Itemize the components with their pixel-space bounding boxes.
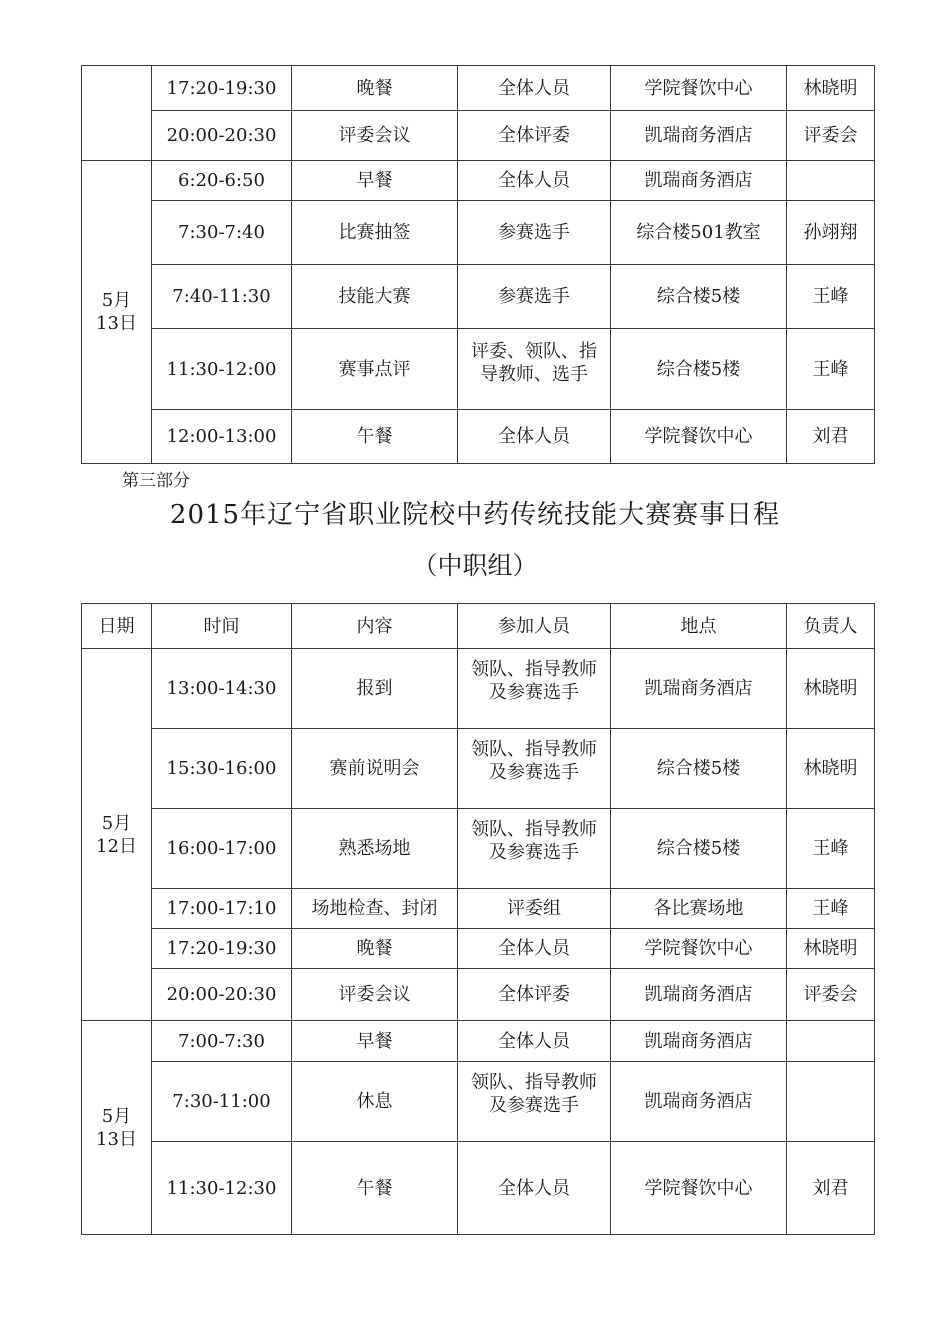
time-cell: 20:00-20:30 [152, 969, 292, 1021]
people-cell [458, 329, 611, 410]
date-day: 12日 [96, 835, 137, 857]
owner-cell: 孙翊翔 [787, 201, 875, 265]
people-cell: 评委组 [458, 889, 611, 929]
people-cell: 全体人员 [458, 929, 611, 969]
owner-cell: 评委会 [787, 111, 875, 161]
page-subtitle: （中职组） [412, 551, 538, 580]
place-cell: 凯瑞商务酒店 [611, 969, 787, 1021]
time-cell: 12:00-13:00 [152, 410, 292, 464]
header-owner: 负责人 [787, 604, 875, 649]
schedule-table-continued [81, 65, 875, 464]
place-cell: 凯瑞商务酒店 [611, 1021, 787, 1062]
content-cell: 场地检查、封闭 [292, 889, 458, 929]
date-day: 13日 [96, 1128, 137, 1150]
part-label: 第三部分 [122, 471, 190, 491]
table-row [82, 410, 875, 464]
date-cell [82, 1021, 152, 1235]
content-cell: 报到 [292, 649, 458, 729]
people-cell [458, 1062, 611, 1142]
place-cell: 学院餐饮中心 [611, 1142, 787, 1235]
people-cell: 全体人员 [458, 410, 611, 464]
owner-cell: 王峰 [787, 809, 875, 889]
people-cell: 全体人员 [458, 161, 611, 201]
time-cell: 15:30-16:00 [152, 729, 292, 809]
time-cell: 20:00-20:30 [152, 111, 292, 161]
people-cell: 全体人员 [458, 1021, 611, 1062]
content-cell: 评委会议 [292, 969, 458, 1021]
table-row [82, 889, 875, 929]
table-row [82, 809, 875, 889]
table-header-row [82, 604, 875, 649]
table-row [82, 649, 875, 729]
people-cell: 参赛选手 [458, 201, 611, 265]
table-row [82, 929, 875, 969]
place-cell: 综合楼5楼 [611, 809, 787, 889]
owner-cell: 刘君 [787, 1142, 875, 1235]
place-cell: 学院餐饮中心 [611, 66, 787, 111]
schedule-table [81, 603, 875, 1235]
content-cell: 比赛抽签 [292, 201, 458, 265]
owner-cell [787, 1062, 875, 1142]
content-cell: 赛事点评 [292, 329, 458, 410]
people-cell [458, 729, 611, 809]
time-cell: 17:00-17:10 [152, 889, 292, 929]
place-cell: 凯瑞商务酒店 [611, 1062, 787, 1142]
table-row [82, 969, 875, 1021]
place-cell: 凯瑞商务酒店 [611, 111, 787, 161]
header-date: 日期 [82, 604, 152, 649]
people-cell [458, 649, 611, 729]
page-title: 2015年辽宁省职业院校中药传统技能大赛赛事日程 [169, 500, 781, 530]
place-cell: 凯瑞商务酒店 [611, 161, 787, 201]
table-row [82, 161, 875, 201]
owner-cell [787, 1021, 875, 1062]
content-cell: 晚餐 [292, 929, 458, 969]
time-cell: 17:20-19:30 [152, 66, 292, 111]
time-cell: 11:30-12:30 [152, 1142, 292, 1235]
people-cell: 参赛选手 [458, 265, 611, 329]
place-cell: 凯瑞商务酒店 [611, 649, 787, 729]
content-cell: 评委会议 [292, 111, 458, 161]
place-cell: 学院餐饮中心 [611, 929, 787, 969]
table-row [82, 729, 875, 809]
people-cell [458, 809, 611, 889]
owner-cell [787, 161, 875, 201]
place-cell: 综合楼5楼 [611, 265, 787, 329]
time-cell: 7:40-11:30 [152, 265, 292, 329]
owner-cell: 林晓明 [787, 929, 875, 969]
owner-cell: 王峰 [787, 329, 875, 410]
content-cell: 早餐 [292, 161, 458, 201]
place-cell: 各比赛场地 [611, 889, 787, 929]
content-cell: 午餐 [292, 1142, 458, 1235]
people-cell: 全体评委 [458, 111, 611, 161]
people-text: 领队、指导教师及参赛选手 [471, 659, 597, 703]
time-cell: 11:30-12:00 [152, 329, 292, 410]
place-cell: 综合楼5楼 [611, 329, 787, 410]
header-time: 时间 [152, 604, 292, 649]
table-row [82, 66, 875, 111]
time-cell: 7:00-7:30 [152, 1021, 292, 1062]
time-cell: 16:00-17:00 [152, 809, 292, 889]
people-cell: 全体人员 [458, 66, 611, 111]
place-cell: 综合楼501教室 [611, 201, 787, 265]
header-people: 参加人员 [458, 604, 611, 649]
content-cell: 休息 [292, 1062, 458, 1142]
date-month: 5月 [101, 812, 132, 834]
date-day: 13日 [96, 313, 137, 334]
owner-cell: 林晓明 [787, 649, 875, 729]
owner-cell: 林晓明 [787, 66, 875, 111]
header-content: 内容 [292, 604, 458, 649]
time-cell: 7:30-11:00 [152, 1062, 292, 1142]
people-text: 领队、指导教师及参赛选手 [471, 819, 597, 863]
table-row [82, 329, 875, 410]
table-row [82, 201, 875, 265]
owner-cell: 林晓明 [787, 729, 875, 809]
people-text: 领队、指导教师及参赛选手 [471, 739, 597, 783]
table-row [82, 1021, 875, 1062]
content-cell: 技能大赛 [292, 265, 458, 329]
owner-cell: 王峰 [787, 889, 875, 929]
owner-cell: 评委会 [787, 969, 875, 1021]
people-text: 领队、指导教师及参赛选手 [471, 1072, 597, 1116]
owner-cell: 刘君 [787, 410, 875, 464]
content-cell: 午餐 [292, 410, 458, 464]
owner-cell: 王峰 [787, 265, 875, 329]
people-cell: 全体评委 [458, 969, 611, 1021]
time-cell: 7:30-7:40 [152, 201, 292, 265]
content-cell: 晚餐 [292, 66, 458, 111]
date-cell [82, 161, 152, 464]
header-place: 地点 [611, 604, 787, 649]
table-row [82, 1062, 875, 1142]
people-text: 评委、领队、指导教师、选手 [471, 341, 597, 385]
content-cell: 赛前说明会 [292, 729, 458, 809]
date-month: 5月 [101, 290, 132, 311]
time-cell: 17:20-19:30 [152, 929, 292, 969]
date-cell-empty [82, 66, 152, 161]
time-cell: 6:20-6:50 [152, 161, 292, 201]
people-cell: 全体人员 [458, 1142, 611, 1235]
place-cell: 综合楼5楼 [611, 729, 787, 809]
time-cell: 13:00-14:30 [152, 649, 292, 729]
content-cell: 熟悉场地 [292, 809, 458, 889]
table-row [82, 111, 875, 161]
content-cell: 早餐 [292, 1021, 458, 1062]
date-month: 5月 [101, 1105, 132, 1127]
table-row [82, 265, 875, 329]
place-cell: 学院餐饮中心 [611, 410, 787, 464]
table-row [82, 1142, 875, 1235]
date-cell [82, 649, 152, 1021]
